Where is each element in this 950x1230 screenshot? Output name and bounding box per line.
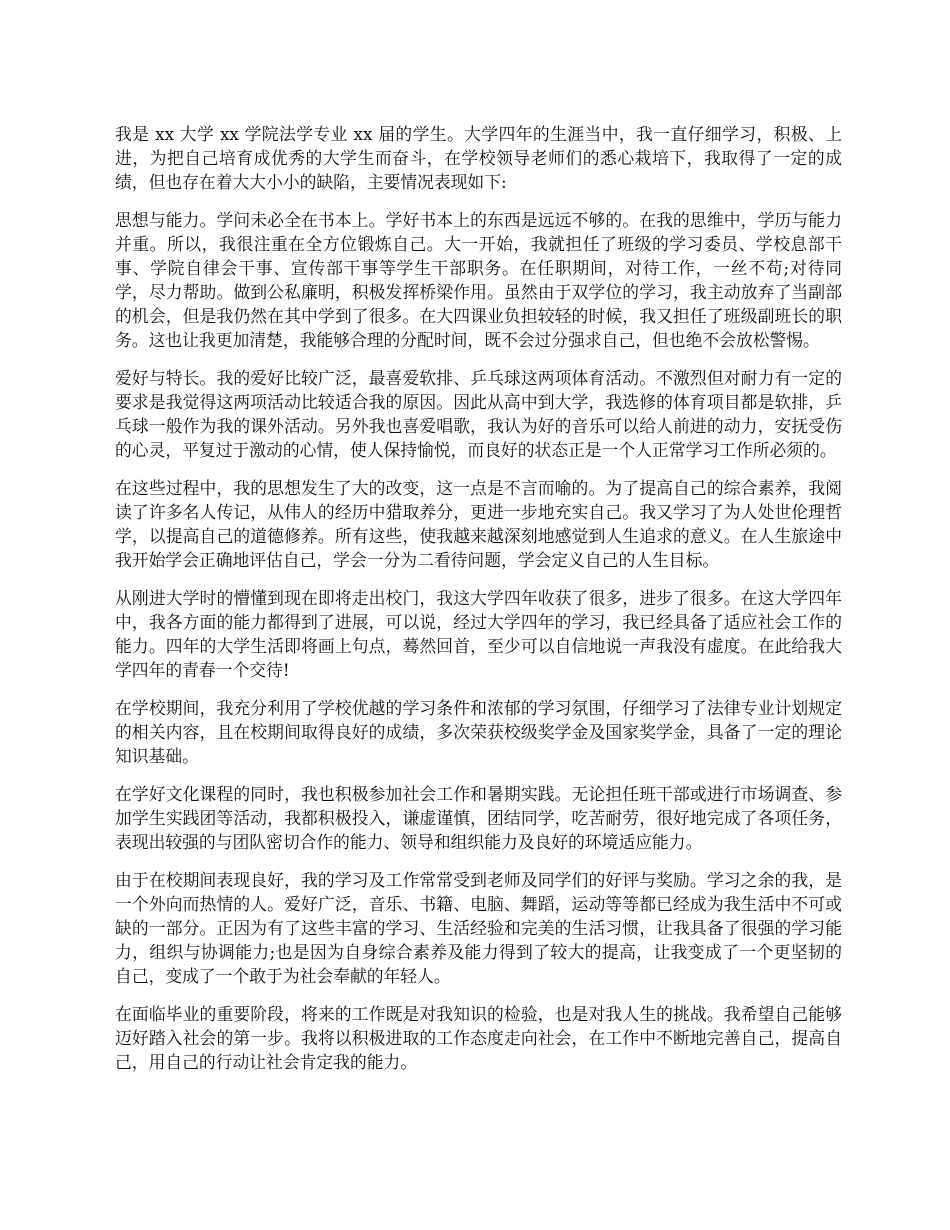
paragraph-social-work: 在学好文化课程的同时，我也积极参加社会工作和暑期实践。无论担任班干部或进行市场调查、参加学生实践团等活动，我都积极投入，谦虚谨慎，团结同学，吃苦耐劳，很好地完成了各项任务，表现出较强的与团队密切合作的能力、领导和组织能力及良好的环境适应能力。	[115, 784, 842, 852]
paragraph-conclusion: 在面临毕业的重要阶段，将来的工作既是对我知识的检验，也是对我人生的挑战。我希望自己能够迈好踏入社会的第一步。我将以积极进取的工作态度走向社会，在工作中不断地完善自己，提高自己，用自己的行动让社会肯定我的能力。	[115, 1004, 842, 1072]
document-body	[115, 122, 842, 1088]
paragraph-hobbies: 爱好与特长。我的爱好比较广泛，最喜爱软排、乒乓球这两项体育活动。不激烈但对耐力有一定的要求是我觉得这两项活动比较适合我的原因。因此从高中到大学，我选修的体育项目都是软排，乒乓球一般作为我的课外活动。另外我也喜爱唱歌，我认为好的音乐可以给人前进的动力，安抚受伤的心灵，平复过于激动的心情，使人保持愉悦，而良好的状态正是一个人正常学习工作所必须的。	[115, 368, 842, 460]
paragraph-personality: 由于在校期间表现良好，我的学习及工作常常受到老师及同学们的好评与奖励。学习之余的我，是一个外向而热情的人。爱好广泛，音乐、书籍、电脑、舞蹈，运动等等都已经成为我生活中不可或缺的一部分。正因为有了这些丰富的学习、生活经验和完美的生活习惯，让我具备了很强的学习能力，组织与协调能力;也是因为自身综合素养及能力得到了较大的提高，让我变成了一个更坚韧的自己，变成了一个敢于为社会奉献的年轻人。	[115, 870, 842, 986]
paragraph-four-years: 从刚进大学时的懵懂到现在即将走出校门，我这大学四年收获了很多，进步了很多。在这大学四年中，我各方面的能力都得到了进展，可以说，经过大学四年的学习，我已经具备了适应社会工作的能力。四年的大学生活即将画上句点，蓦然回首，至少可以自信地说一声我没有虚度。在此给我大学四年的青春一个交待!	[115, 588, 842, 680]
paragraph-thought-and-ability: 思想与能力。学问未必全在书本上。学好书本上的东西是远远不够的。在我的思维中，学历与能力并重。所以，我很注重在全方位锻炼自己。大一开始，我就担任了班级的学习委员、学校息部干事、学院自律会干事、宣传部干事等学生干部职务。在任职期间，对待工作，一丝不苟;对待同学，尽力帮助。做到公私廉明，积极发挥桥梁作用。虽然由于双学位的学习，我主动放弃了当副部的机会，但是我仍然在其中学到了很多。在大四课业负担较轻的时候，我又担任了班级副班长的职务。这也让我更加清楚，我能够合理的分配时间，既不会过分强求自己，但也绝不会放松警惕。	[115, 210, 842, 350]
paragraph-growth: 在这些过程中，我的思想发生了大的改变，这一点是不言而喻的。为了提高自己的综合素养，我阅读了许多名人传记，从伟人的经历中猎取养分，更进一步地充实自己。我又学习了为人处世伦理哲学，以提高自己的道德修养。所有这些，使我越来越深刻地感觉到人生追求的意义。在人生旅途中我开始学会正确地评估自己，学会一分为二看待问题，学会定义自己的人生目标。	[115, 478, 842, 570]
paragraph-intro: 我是 xx 大学 xx 学院法学专业 xx 届的学生。大学四年的生涯当中，我一直仔细学习，积极、上进，为把自己培育成优秀的大学生而奋斗，在学校领导老师们的悉心栽培下，我取得了一定的成绩，但也存在着大大小小的缺陷，主要情况表现如下:	[115, 124, 842, 192]
paragraph-study: 在学校期间，我充分利用了学校优越的学习条件和浓郁的学习氛围，仔细学习了法律专业计划规定的相关内容，且在校期间取得良好的成绩，多次荣获校级奖学金及国家奖学金，具备了一定的理论知识基础。	[115, 698, 842, 766]
